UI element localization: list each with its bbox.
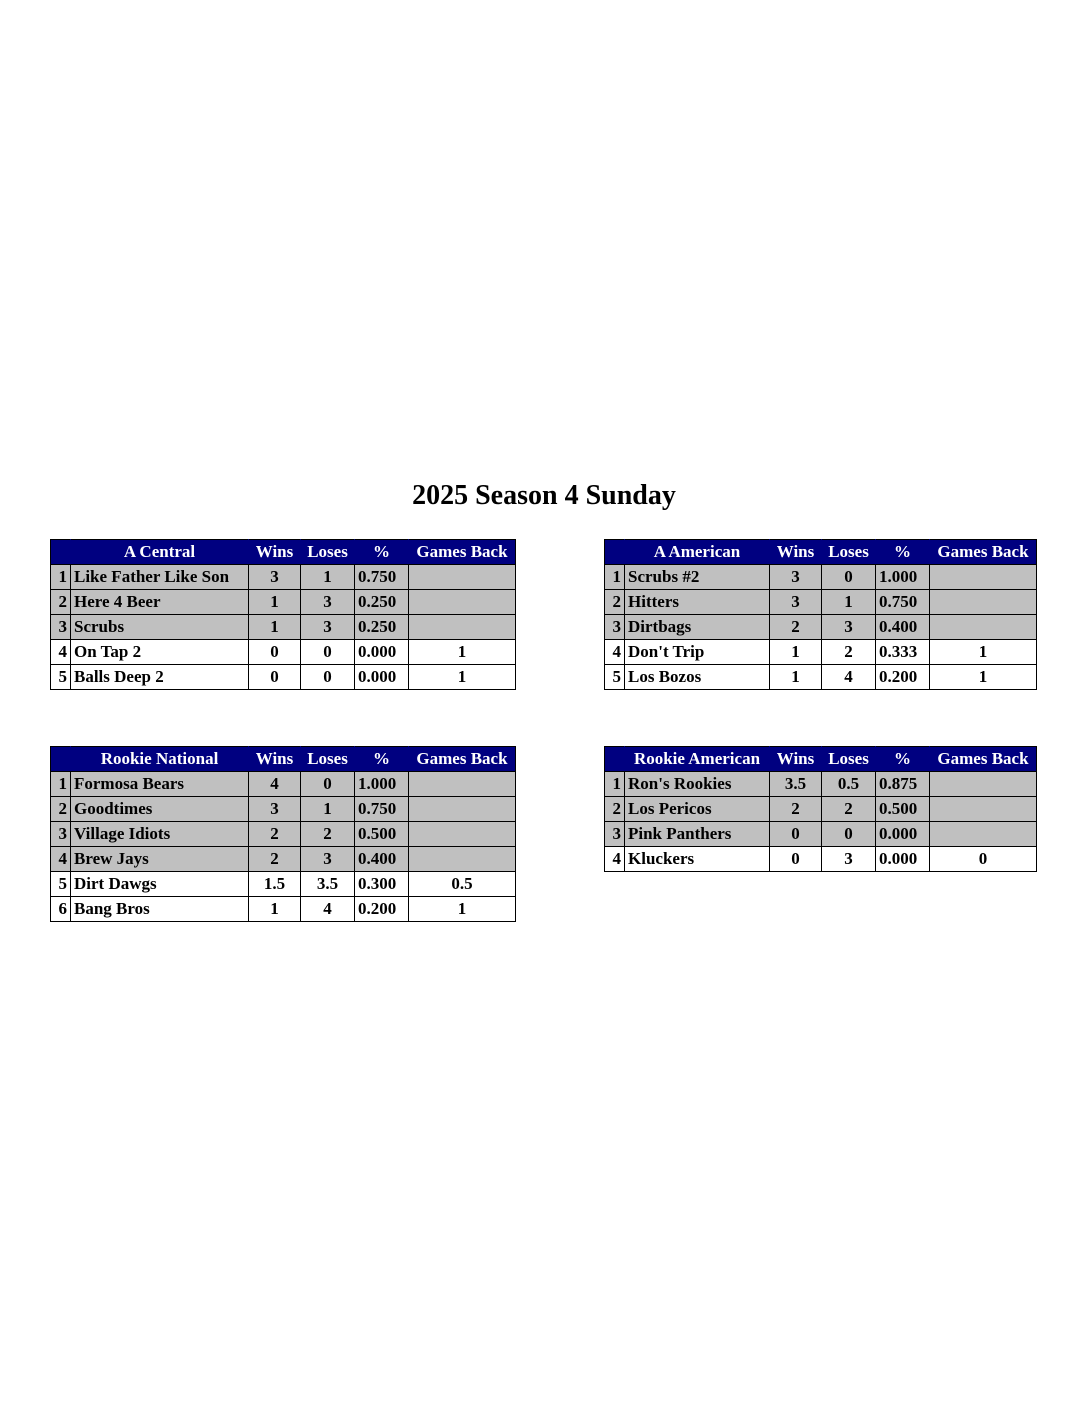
wins-cell: 2 — [249, 822, 301, 847]
rank-cell: 4 — [51, 640, 71, 665]
games-back-cell — [409, 847, 516, 872]
pct-cell: 0.250 — [355, 590, 409, 615]
games-back-cell: 0.5 — [409, 872, 516, 897]
games-back-cell: 1 — [930, 640, 1037, 665]
rookie-american-standings-table — [604, 746, 1037, 872]
loses-cell: 0 — [822, 565, 876, 590]
team-cell: Formosa Bears — [71, 772, 249, 797]
loses-cell: 1 — [822, 590, 876, 615]
header-pct: % — [876, 540, 930, 565]
table-row — [51, 772, 516, 797]
rank-cell: 3 — [51, 822, 71, 847]
wins-cell: 0 — [249, 640, 301, 665]
pct-cell: 0.500 — [876, 797, 930, 822]
table-header-row — [51, 540, 516, 565]
loses-cell: 2 — [822, 797, 876, 822]
loses-cell: 2 — [822, 640, 876, 665]
games-back-cell — [930, 797, 1037, 822]
pct-cell: 0.250 — [355, 615, 409, 640]
table-row — [605, 565, 1037, 590]
header-loses: Loses — [822, 540, 876, 565]
pct-cell: 0.400 — [355, 847, 409, 872]
pct-cell: 0.750 — [355, 565, 409, 590]
loses-cell: 3 — [822, 615, 876, 640]
table-row — [605, 590, 1037, 615]
games-back-cell — [409, 565, 516, 590]
loses-cell: 4 — [822, 665, 876, 690]
team-cell: Hitters — [625, 590, 770, 615]
team-cell: Kluckers — [625, 847, 770, 872]
rank-cell: 2 — [51, 797, 71, 822]
table-row — [605, 772, 1037, 797]
team-cell: Pink Panthers — [625, 822, 770, 847]
wins-cell: 1 — [249, 590, 301, 615]
pct-cell: 0.400 — [876, 615, 930, 640]
wins-cell: 0 — [770, 822, 822, 847]
header-wins: Wins — [770, 747, 822, 772]
pct-cell: 1.000 — [876, 565, 930, 590]
rank-cell: 4 — [605, 640, 625, 665]
wins-cell: 1 — [770, 665, 822, 690]
loses-cell: 3 — [301, 615, 355, 640]
loses-cell: 3 — [822, 847, 876, 872]
wins-cell: 4 — [249, 772, 301, 797]
header-pct: % — [355, 747, 409, 772]
games-back-cell: 1 — [409, 897, 516, 922]
games-back-cell — [409, 615, 516, 640]
rookie-national-standings-table — [50, 746, 516, 922]
rank-cell: 1 — [605, 772, 625, 797]
team-cell: Village Idiots — [71, 822, 249, 847]
team-cell: Los Bozos — [625, 665, 770, 690]
wins-cell: 1 — [249, 615, 301, 640]
table-header-row — [605, 540, 1037, 565]
rank-cell: 1 — [51, 772, 71, 797]
a-central-standings-table — [50, 539, 516, 690]
division-name: Rookie National — [71, 747, 249, 772]
division-name: A American — [625, 540, 770, 565]
wins-cell: 3.5 — [770, 772, 822, 797]
team-cell: Dirtbags — [625, 615, 770, 640]
team-cell: Scrubs #2 — [625, 565, 770, 590]
loses-cell: 0 — [301, 640, 355, 665]
table-row — [605, 797, 1037, 822]
wins-cell: 1 — [249, 897, 301, 922]
games-back-cell: 1 — [930, 665, 1037, 690]
loses-cell: 3.5 — [301, 872, 355, 897]
loses-cell: 0 — [301, 665, 355, 690]
pct-cell: 1.000 — [355, 772, 409, 797]
wins-cell: 3 — [770, 590, 822, 615]
rank-cell: 5 — [605, 665, 625, 690]
wins-cell: 2 — [249, 847, 301, 872]
team-cell: Goodtimes — [71, 797, 249, 822]
a-american-standings-table — [604, 539, 1037, 690]
header-games-back: Games Back — [930, 747, 1037, 772]
header-rank-cell — [605, 747, 625, 772]
pct-cell: 0.300 — [355, 872, 409, 897]
pct-cell: 0.000 — [355, 640, 409, 665]
loses-cell: 3 — [301, 590, 355, 615]
games-back-cell — [930, 772, 1037, 797]
games-back-cell — [930, 822, 1037, 847]
rank-cell: 1 — [605, 565, 625, 590]
games-back-cell — [409, 590, 516, 615]
games-back-cell — [930, 615, 1037, 640]
table-row — [51, 615, 516, 640]
header-games-back: Games Back — [409, 747, 516, 772]
table-row — [51, 822, 516, 847]
table-row — [51, 847, 516, 872]
rank-cell: 4 — [51, 847, 71, 872]
table-row — [605, 640, 1037, 665]
wins-cell: 3 — [770, 565, 822, 590]
rank-cell: 6 — [51, 897, 71, 922]
team-cell: Bang Bros — [71, 897, 249, 922]
team-cell: Balls Deep 2 — [71, 665, 249, 690]
rank-cell: 2 — [51, 590, 71, 615]
games-back-cell — [930, 590, 1037, 615]
table-row — [51, 640, 516, 665]
table-header-row — [51, 747, 516, 772]
loses-cell: 2 — [301, 822, 355, 847]
table-row — [605, 615, 1037, 640]
wins-cell: 1.5 — [249, 872, 301, 897]
header-loses: Loses — [301, 747, 355, 772]
team-cell: Los Pericos — [625, 797, 770, 822]
rank-cell: 3 — [605, 615, 625, 640]
table-row — [51, 665, 516, 690]
header-loses: Loses — [301, 540, 355, 565]
header-pct: % — [876, 747, 930, 772]
pct-cell: 0.200 — [355, 897, 409, 922]
rank-cell: 5 — [51, 665, 71, 690]
pct-cell: 0.200 — [876, 665, 930, 690]
pct-cell: 0.000 — [355, 665, 409, 690]
division-name: A Central — [71, 540, 249, 565]
wins-cell: 1 — [770, 640, 822, 665]
team-cell: Scrubs — [71, 615, 249, 640]
team-cell: On Tap 2 — [71, 640, 249, 665]
loses-cell: 4 — [301, 897, 355, 922]
wins-cell: 2 — [770, 615, 822, 640]
pct-cell: 0.000 — [876, 847, 930, 872]
table-row — [605, 822, 1037, 847]
table-row — [51, 797, 516, 822]
games-back-cell — [409, 772, 516, 797]
table-row — [51, 565, 516, 590]
games-back-cell — [930, 565, 1037, 590]
team-cell: Ron's Rookies — [625, 772, 770, 797]
games-back-cell: 0 — [930, 847, 1037, 872]
header-pct: % — [355, 540, 409, 565]
header-rank-cell — [51, 747, 71, 772]
page-title: 2025 Season 4 Sunday — [412, 480, 676, 511]
rank-cell: 2 — [605, 797, 625, 822]
team-cell: Dirt Dawgs — [71, 872, 249, 897]
loses-cell: 1 — [301, 797, 355, 822]
wins-cell: 2 — [770, 797, 822, 822]
pct-cell: 0.875 — [876, 772, 930, 797]
games-back-cell — [409, 822, 516, 847]
rank-cell: 4 — [605, 847, 625, 872]
wins-cell: 0 — [249, 665, 301, 690]
table-row — [51, 872, 516, 897]
table-row — [605, 847, 1037, 872]
team-cell: Brew Jays — [71, 847, 249, 872]
rank-cell: 3 — [51, 615, 71, 640]
loses-cell: 0 — [301, 772, 355, 797]
table-row — [51, 590, 516, 615]
table-row — [51, 897, 516, 922]
loses-cell: 0.5 — [822, 772, 876, 797]
rank-cell: 1 — [51, 565, 71, 590]
games-back-cell: 1 — [409, 640, 516, 665]
header-rank-cell — [605, 540, 625, 565]
header-rank-cell — [51, 540, 71, 565]
division-name: Rookie American — [625, 747, 770, 772]
header-games-back: Games Back — [409, 540, 516, 565]
header-loses: Loses — [822, 747, 876, 772]
rank-cell: 3 — [605, 822, 625, 847]
pct-cell: 0.333 — [876, 640, 930, 665]
header-wins: Wins — [249, 747, 301, 772]
loses-cell: 3 — [301, 847, 355, 872]
table-header-row — [605, 747, 1037, 772]
rank-cell: 2 — [605, 590, 625, 615]
header-games-back: Games Back — [930, 540, 1037, 565]
table-row — [605, 665, 1037, 690]
loses-cell: 0 — [822, 822, 876, 847]
header-wins: Wins — [770, 540, 822, 565]
wins-cell: 3 — [249, 565, 301, 590]
games-back-cell — [409, 797, 516, 822]
pct-cell: 0.750 — [876, 590, 930, 615]
wins-cell: 0 — [770, 847, 822, 872]
pct-cell: 0.000 — [876, 822, 930, 847]
team-cell: Here 4 Beer — [71, 590, 249, 615]
games-back-cell: 1 — [409, 665, 516, 690]
header-wins: Wins — [249, 540, 301, 565]
wins-cell: 3 — [249, 797, 301, 822]
team-cell: Don't Trip — [625, 640, 770, 665]
team-cell: Like Father Like Son — [71, 565, 249, 590]
loses-cell: 1 — [301, 565, 355, 590]
pct-cell: 0.500 — [355, 822, 409, 847]
rank-cell: 5 — [51, 872, 71, 897]
pct-cell: 0.750 — [355, 797, 409, 822]
